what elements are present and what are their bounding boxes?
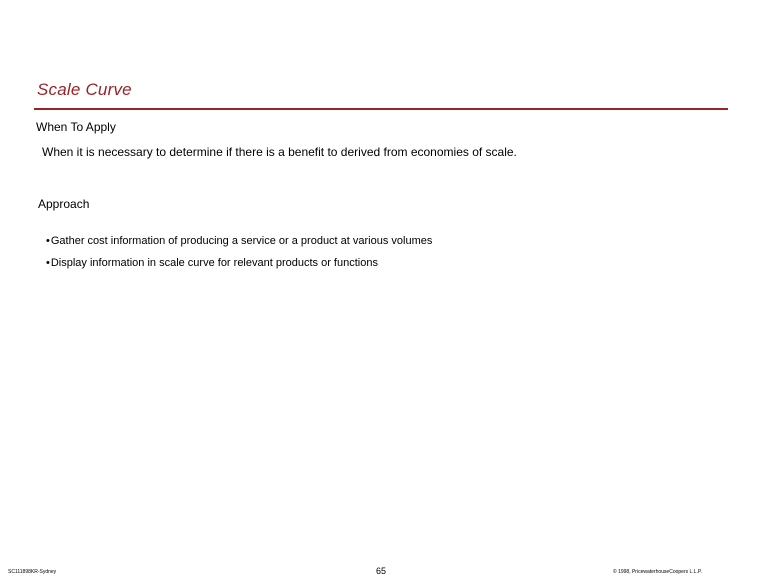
bullet-icon: •	[46, 257, 50, 269]
approach-bullet-item	[46, 235, 432, 247]
footer-page-number: 65	[376, 566, 387, 576]
title-divider	[34, 108, 728, 110]
footer-copyright: © 1998, PricewaterhouseCoopers L.L.P.	[613, 569, 702, 575]
approach-bullet-text: Display information in scale curve for relevant products or functions	[50, 257, 378, 269]
approach-heading: Approach	[38, 197, 90, 211]
footer-document-code: SC111898KR-Sydney	[8, 569, 57, 575]
bullet-icon: •	[46, 235, 50, 247]
when-to-apply-text: When it is necessary to determine if there is a benefit to derived from economies of scale.	[42, 145, 517, 159]
approach-bullet-text: Gather cost information of producing a service or a product at various volumes	[50, 235, 433, 247]
when-to-apply-heading: When To Apply	[36, 120, 116, 134]
approach-bullet-item	[46, 257, 378, 269]
slide-title: Scale Curve	[37, 80, 132, 99]
